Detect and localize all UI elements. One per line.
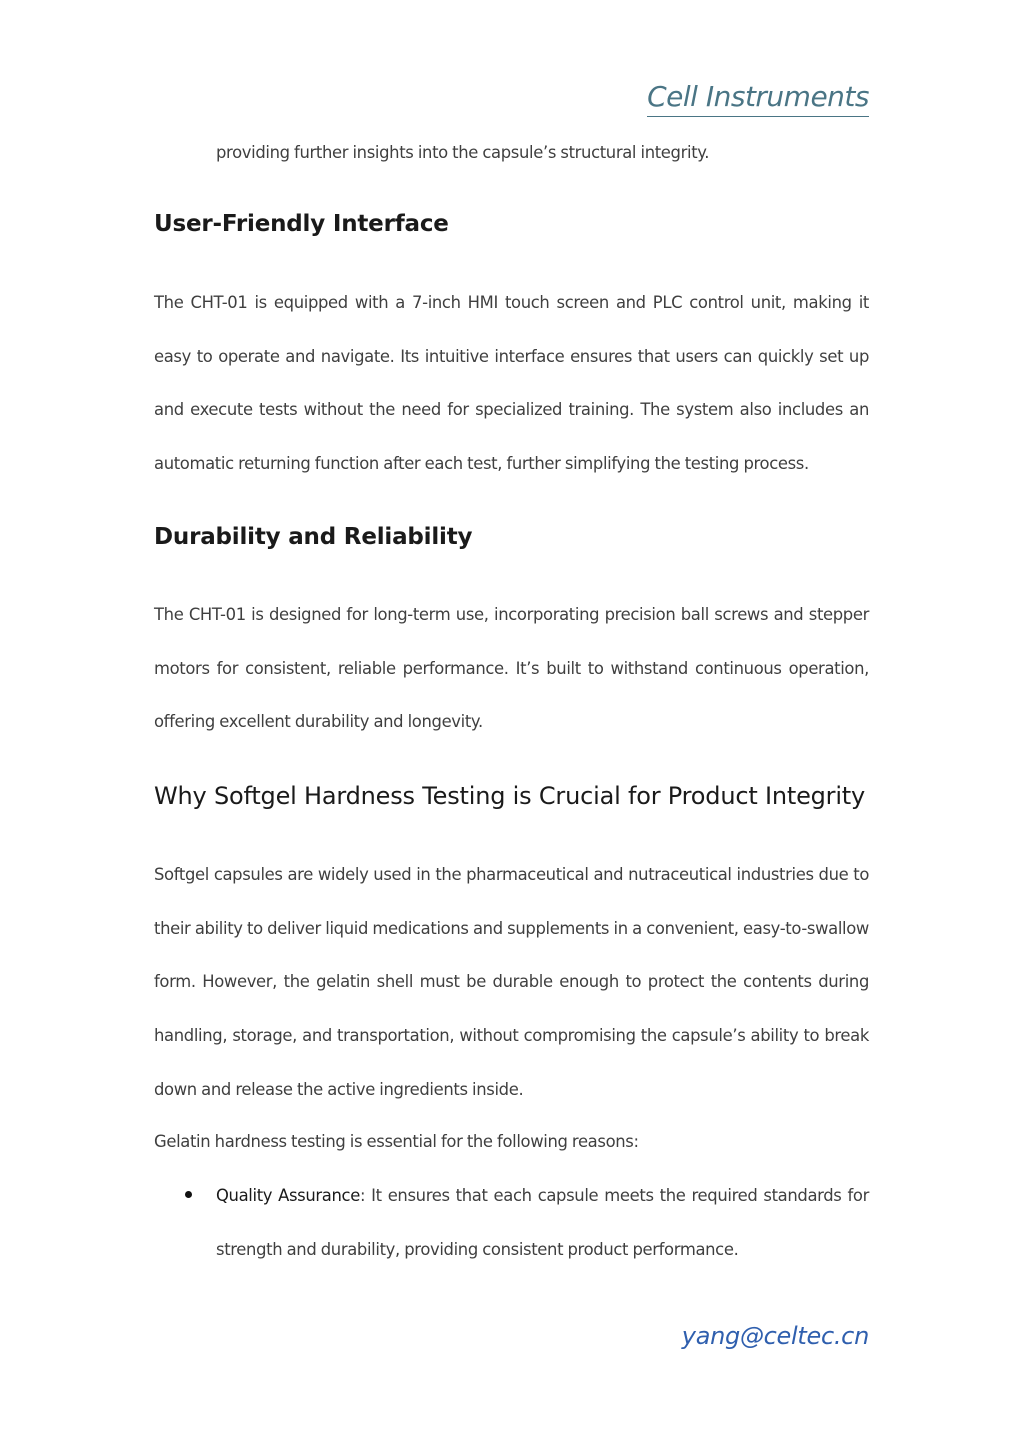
user-friendly-paragraph: The CHT-01 is equipped with a 7-inch HMI touch screen and PLC control unit, making it easy to operate and navigate. Its intuitive interface ensures that users can quickly set up and execute tests without the need for specialized training. The system also includes an automatic returning function after each test, further simplifying the testing process. (154, 293, 869, 474)
bullet-description: : It ensures that each capsule meets the required standards for strength and durability, providing consistent product performance. (216, 1186, 869, 1259)
bullet-icon (185, 1191, 192, 1198)
why-paragraph: Softgel capsules are widely used in the pharmaceutical and nutraceutical industries due to their ability to deliver liquid medications and supplements in a convenient, easy-to-swallow form. However, the gelatin shell must be durable enough to protect the contents during handling, storage, and transportation, without compromising the capsule’s ability to break down and release the active ingredients inside. (154, 865, 869, 1099)
bullet-term: Quality Assurance (216, 1186, 360, 1205)
footer-email-link[interactable]: yang@celtec.cn (681, 1322, 869, 1350)
section-heading-user-friendly: User-Friendly Interface (154, 211, 449, 237)
section-heading-why: Why Softgel Hardness Testing is Crucial for Product Integrity (154, 782, 866, 810)
brand-logo-text: Cell Instruments (647, 80, 869, 117)
why-intro-paragraph: Gelatin hardness testing is essential for the following reasons: (154, 1132, 639, 1151)
durability-paragraph: The CHT-01 is designed for long-term use, incorporating precision ball screws and stepper motors for consistent, reliable performance. It’s built to withstand continuous operation, offering excellent durability and longevity. (154, 605, 869, 732)
continuation-paragraph: providing further insights into the capsule’s structural integrity. (216, 143, 710, 162)
section-heading-durability: Durability and Reliability (154, 524, 473, 550)
bullet-text (216, 1169, 869, 1276)
